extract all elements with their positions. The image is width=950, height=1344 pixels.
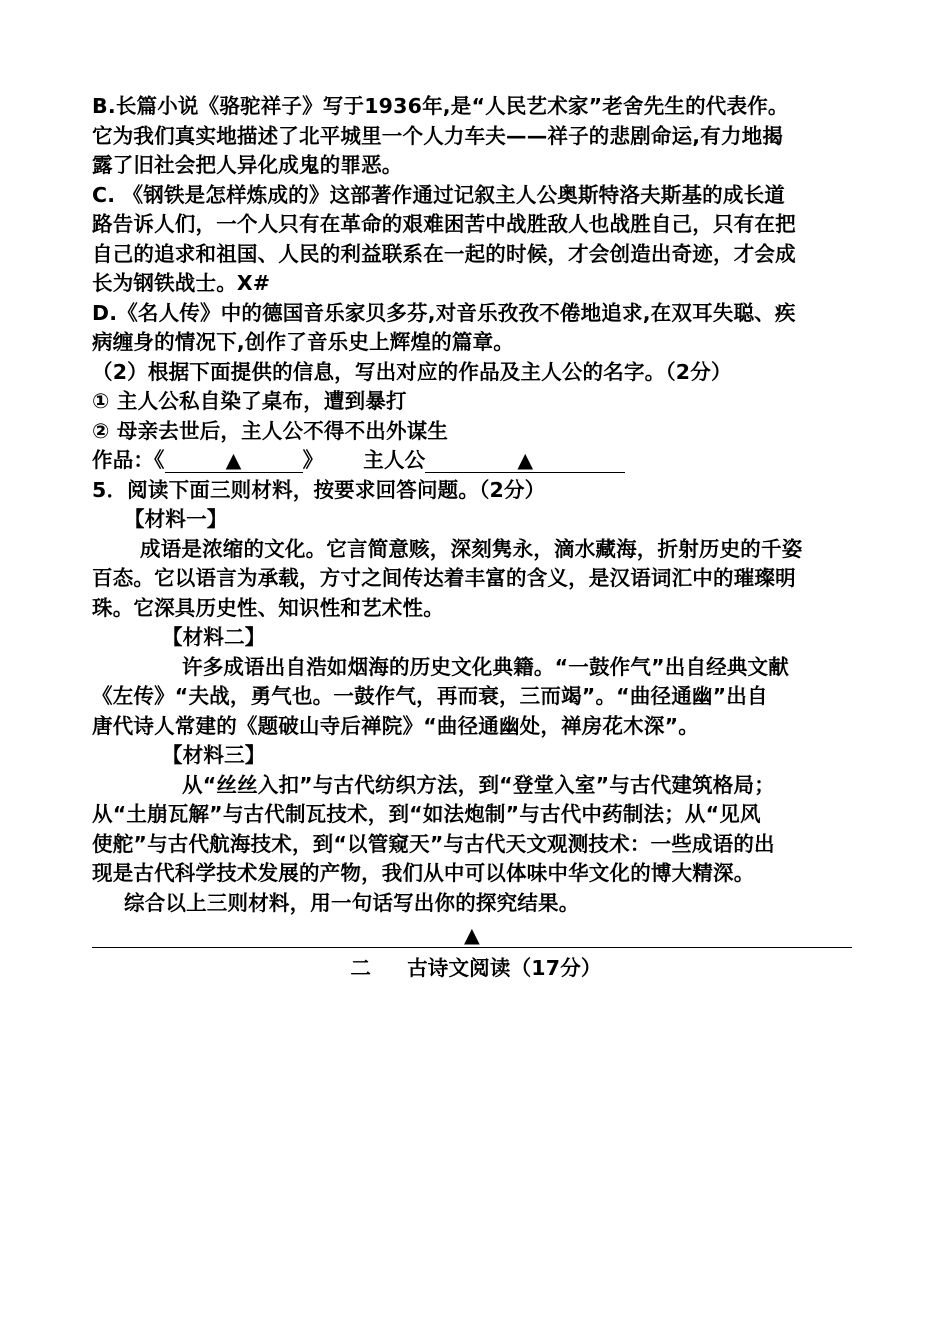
text-line: 现是古代科学技术发展的产物，我们从中可以体味中华文化的博大精深。 — [92, 861, 755, 885]
section-2-heading — [92, 954, 860, 984]
q4-option-d — [92, 299, 860, 358]
text-line: 唐代诗人常建的《题破山寺后禅院》“曲径通幽处，禅房花木深”。 — [92, 713, 699, 738]
clue-1: ① 主人公私自染了桌布，遭到暴打 — [92, 389, 407, 413]
text-line: 百态。它以语言为承载，方寸之间传达着丰富的含义，是汉语词汇中的璀璨明 — [92, 566, 796, 590]
exam-page — [92, 92, 860, 984]
text-line: 《左传》“夫战，勇气也。一鼓作气，再而衰，三而竭”。“曲径通幽”出自 — [92, 684, 768, 708]
section-number: 二 — [350, 956, 372, 980]
text-line: D.《名人传》中的德国音乐家贝多芬,对音乐孜孜不倦地追求,在双耳失聪、疾 — [92, 300, 796, 325]
material-1-title: 【材料一】 — [124, 507, 228, 531]
text-line: 露了旧社会把人异化成鬼的罪恶。 — [92, 153, 403, 177]
text-line: 路告诉人们，一个人只有在革命的艰难困苦中战胜敌人也战胜自己，只有在把 — [92, 212, 796, 236]
text-line: B.长篇小说《骆驼祥子》写于1936年,是“人民艺术家”老舍先生的代表作。 — [92, 94, 789, 118]
sub-question-2-prompt: （2）根据下面提供的信息，写出对应的作品及主人公的名字。（2分） — [92, 359, 732, 384]
text-line: 它为我们真实地描述了北平城里一个人力车夫——祥子的悲剧命运,有力地揭 — [92, 123, 784, 148]
section-title: 古诗文阅读（17分） — [407, 956, 602, 980]
text-line: 自己的追求和祖国、人民的利益联系在一起的时候，才会创造出奇迹，才会成 — [92, 241, 796, 266]
answer-row-work-hero — [92, 446, 860, 476]
q5-answer-line[interactable]: ▲ — [92, 920, 852, 948]
text-line: 从“丝丝入扣”与古代纺织方法，到“登堂入室”与古代建筑格局； — [182, 772, 775, 797]
question-5-task: 综合以上三则材料，用一句话写出你的探究结果。 — [124, 890, 580, 915]
work-label: 作品：《 — [92, 448, 165, 472]
text-line: 病缠身的情况下,创作了音乐史上辉煌的篇章。 — [92, 330, 514, 354]
question-5-prompt: 5．阅读下面三则材料，按要求回答问题。（2分） — [92, 477, 546, 502]
material-3-text — [92, 771, 860, 889]
work-close: 》 — [302, 448, 324, 472]
text-line: 许多成语出自浩如烟海的历史文化典籍。“一鼓作气”出自经典文献 — [182, 654, 789, 679]
clue-2: ② 母亲去世后，主人公不得不出外谋生 — [92, 418, 449, 443]
text-line: C. 《钢铁是怎样炼成的》这部著作通过记叙主人公奥斯特洛夫斯基的成长道 — [92, 182, 785, 207]
text-line: 从“土崩瓦解”与古代制瓦技术，到“如法炮制”与古代中药制法；从“见风 — [92, 802, 761, 826]
text-line: 成语是浓缩的文化。它言简意赅，深刻隽永，滴水藏海，折射历史的千姿 — [140, 536, 803, 561]
material-3-title: 【材料三】 — [162, 743, 266, 767]
text-line: 使舵”与古代航海技术，到“以管窥天”与古代天文观测技术：一些成语的出 — [92, 831, 775, 856]
material-2-text — [92, 653, 860, 742]
hero-label: 主人公 — [363, 448, 426, 472]
text-line: 长为钢铁战士。X# — [92, 271, 271, 295]
q4-option-c — [92, 181, 860, 299]
text-line: 珠。它深具历史性、知识性和艺术性。 — [92, 595, 444, 620]
work-answer-blank[interactable]: ▲ — [165, 448, 303, 473]
material-1-text — [92, 535, 860, 624]
material-2-title: 【材料二】 — [162, 625, 266, 649]
hero-answer-blank[interactable]: ▲ — [425, 448, 625, 473]
q4-option-b — [92, 92, 860, 181]
